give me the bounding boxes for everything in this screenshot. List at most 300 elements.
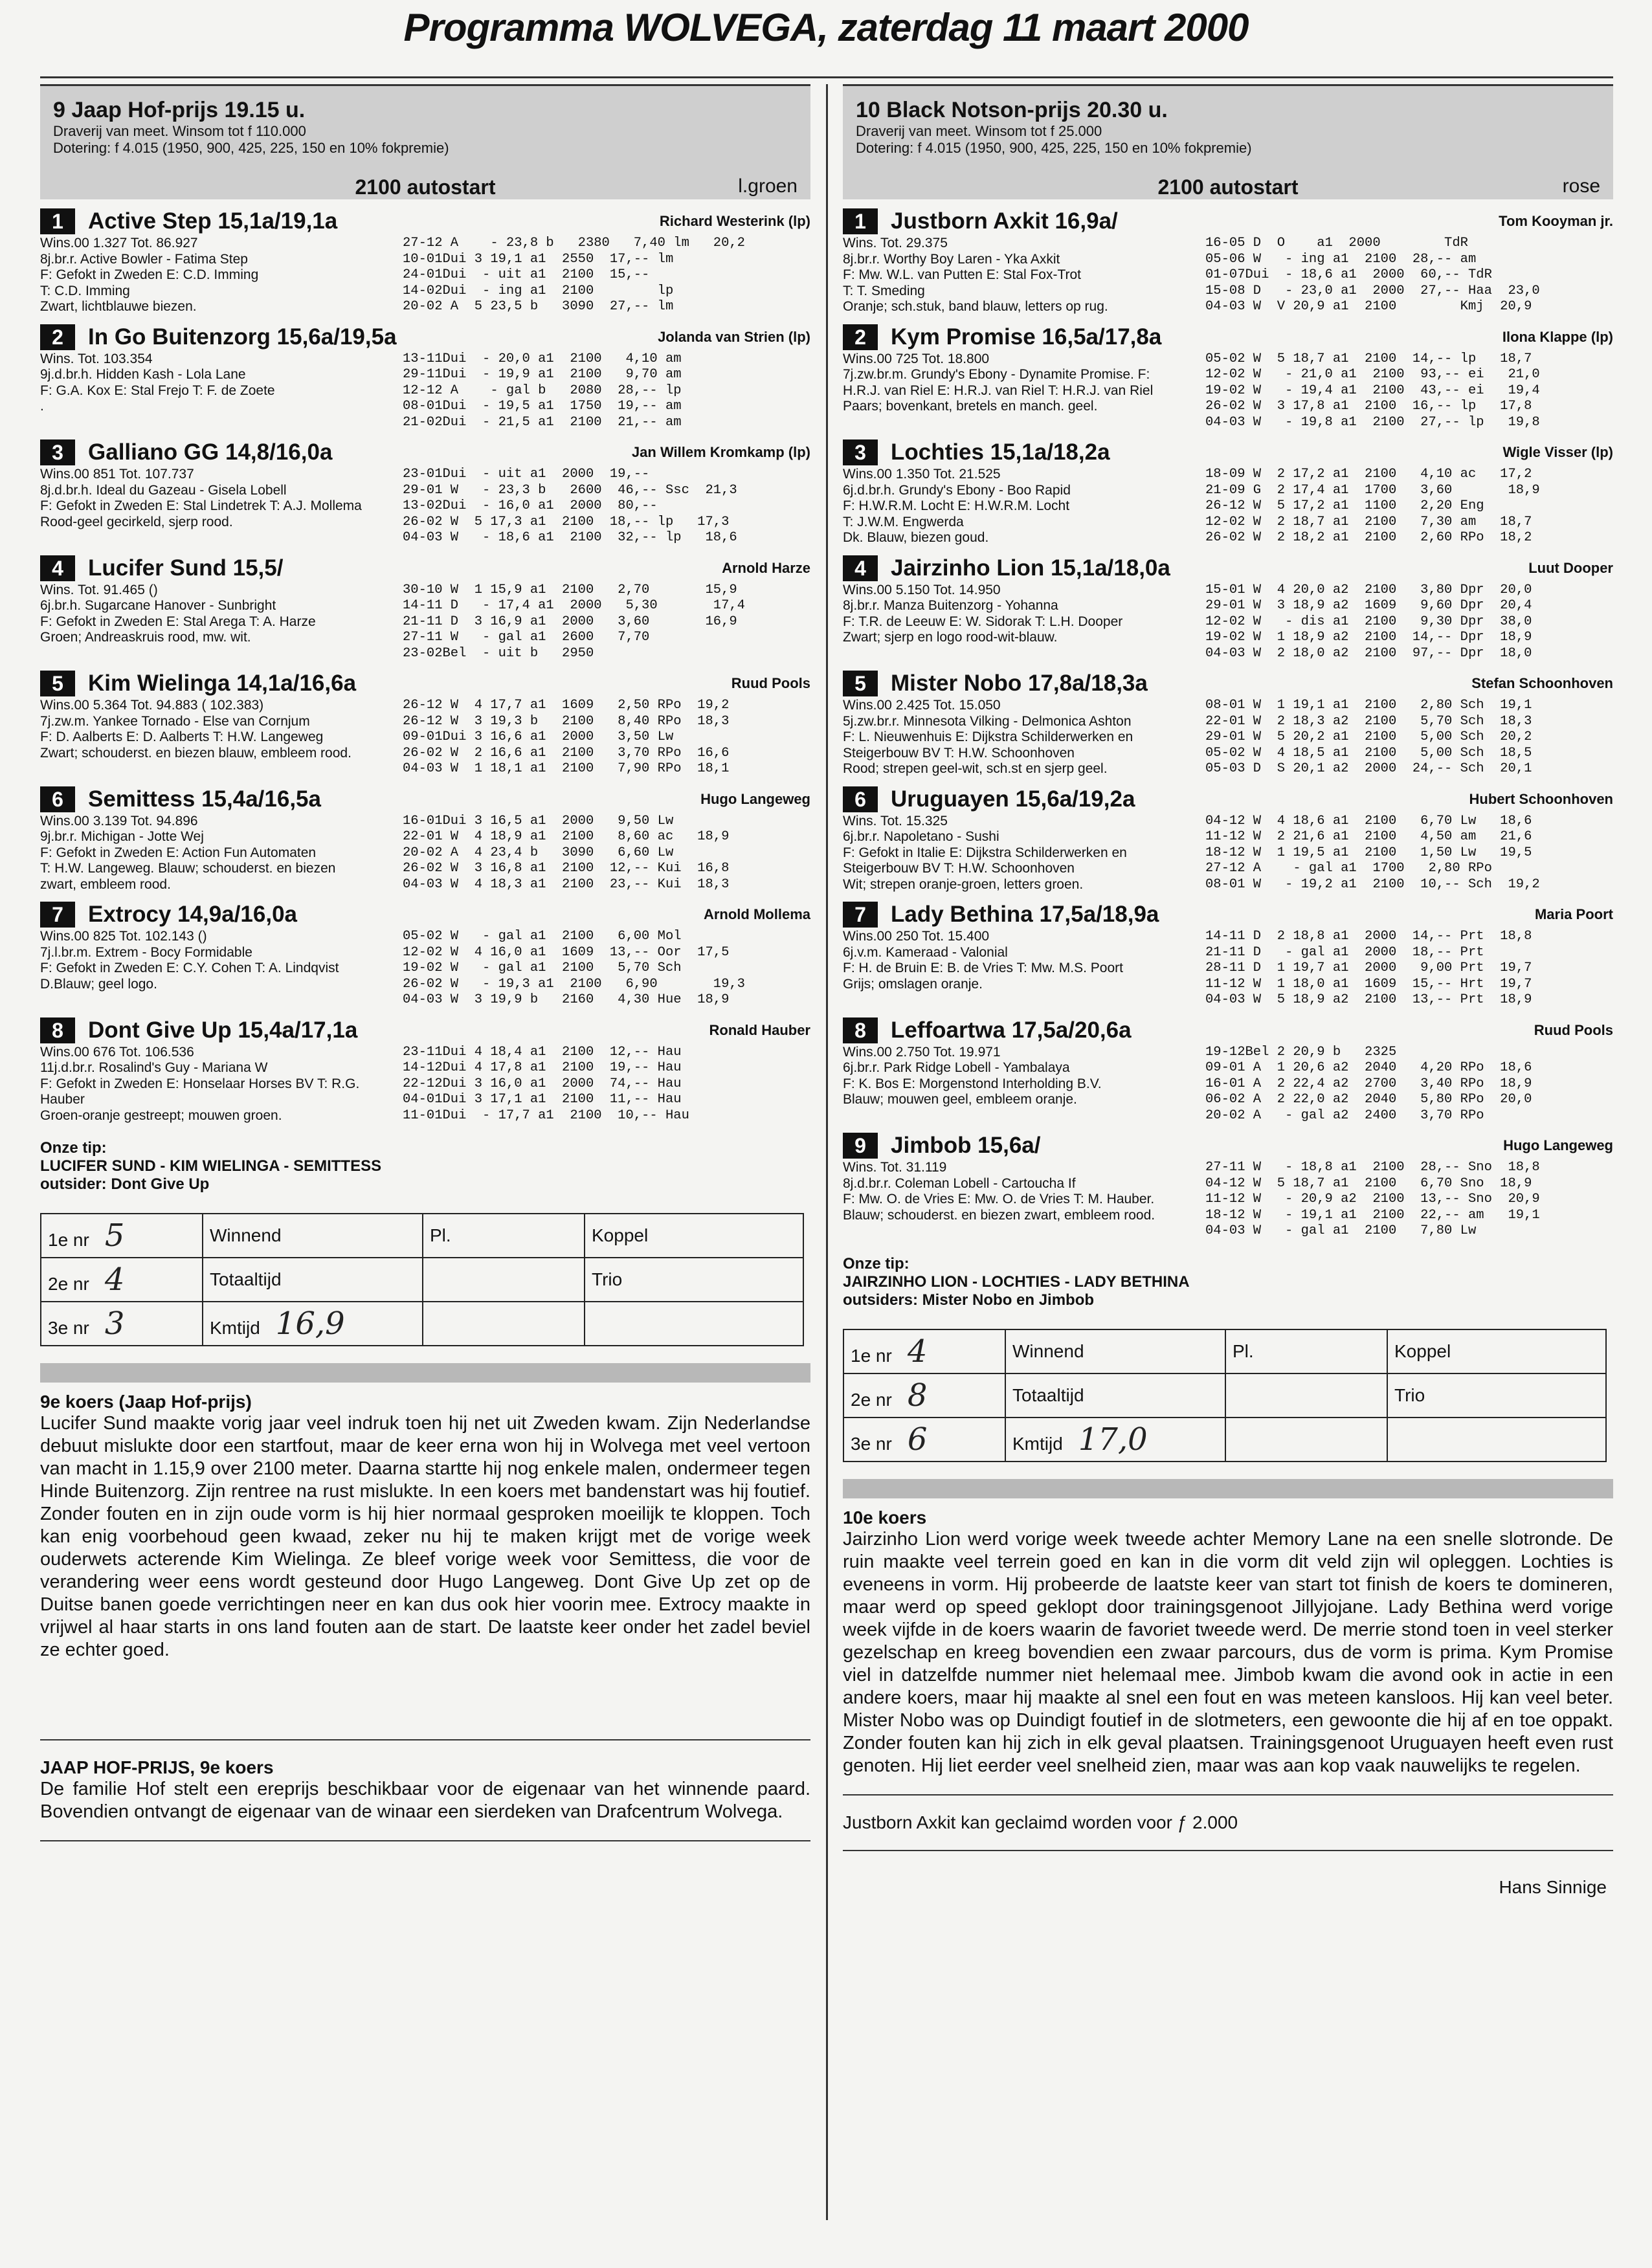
horse-info-line: 8j.d.br.h. Ideal du Gazeau - Gisela Lobell	[40, 482, 287, 498]
horse-starts	[403, 814, 810, 893]
horse-number: 1	[40, 208, 75, 234]
start-line: 11-01Dui - 17,7 a1 2100 10,-- Hau	[403, 1107, 689, 1123]
start-line: 14-11 D 2 18,8 a1 2000 14,-- Prt 18,8	[1205, 929, 1532, 944]
start-line: 26-02 W - 19,3 a1 2100 6,90 19,3	[403, 976, 745, 992]
horse-info	[40, 351, 403, 431]
start-line: 27-12 A - gal a1 1700 2,80 RPo	[1205, 861, 1492, 876]
horse-driver: Arnold Mollema	[703, 906, 810, 922]
horse-name: Justborn Axkit 16,9a/	[891, 208, 1118, 234]
horse-driver: Jan Willem Kromkamp (lp)	[631, 444, 810, 460]
horse-driver: Richard Westerink (lp)	[659, 213, 810, 229]
horse-starts	[403, 929, 810, 1008]
horse-info-line: .	[40, 399, 44, 414]
race-purse: Dotering: f 4.015 (1950, 900, 425, 225, 150 en 10% fokpremie)	[856, 140, 1252, 156]
horse-starts	[1205, 814, 1613, 893]
result-row-3: 3e nr 3	[41, 1302, 203, 1346]
horse-number: 7	[40, 902, 75, 928]
horse-name: Lady Bethina 17,5a/18,9a	[891, 902, 1159, 927]
horse-info-line: F: Gefokt in Zweden E: C.D. Imming	[40, 267, 259, 282]
horse-starts	[1205, 583, 1613, 662]
horse-entry	[843, 1016, 1613, 1124]
start-line: 29-01 W 5 20,2 a1 2100 5,00 Sch 20,2	[1205, 729, 1532, 744]
handwritten-kmtijd: 16,9	[275, 1306, 345, 1342]
horse-info-line: Rood; strepen geel-wit, sch.st en sjerp geel.	[843, 761, 1108, 776]
horse-driver: Maria Poort	[1534, 906, 1613, 922]
horse-starts	[1205, 929, 1613, 1008]
start-line: 19-12Bel 2 20,9 b 2325	[1205, 1044, 1397, 1060]
pl-cell	[423, 1302, 585, 1346]
horse-entry	[40, 207, 810, 315]
horse-starts	[403, 351, 810, 431]
horse-info-line: 8j.br.r. Active Bowler - Fatima Step	[40, 251, 248, 267]
horse-entry	[843, 785, 1613, 893]
horse-header	[40, 669, 810, 698]
horse-starts	[1205, 1160, 1613, 1240]
start-line: 04-12 W 5 18,7 a1 2100 6,70 Sno 18,9	[1205, 1175, 1532, 1191]
result-row-3: 3e nr 6	[843, 1418, 1005, 1462]
article-title: 10e koers	[843, 1507, 927, 1528]
trio-cell	[1387, 1418, 1606, 1462]
start-line: 19-02 W - gal a1 2100 5,70 Sch	[403, 961, 682, 975]
top-rule	[40, 76, 1613, 78]
horse-info-line: Wins.00 5.150 Tot. 14.950	[843, 582, 1001, 597]
start-line: 11-12 W - 20,9 a2 2100 13,-- Sno 20,9	[1205, 1192, 1540, 1206]
horse-info-line: 8j.br.r. Worthy Boy Laren - Yka Axkit	[843, 251, 1060, 267]
start-line: 29-01 W 3 18,9 a2 1609 9,60 Dpr 20,4	[1205, 598, 1532, 613]
start-line: 18-12 W 1 19,5 a1 2100 1,50 Lw 19,5	[1205, 845, 1532, 860]
pl-label: Pl.	[1225, 1329, 1387, 1373]
horse-info	[40, 467, 403, 546]
handwritten-kmtijd: 17,0	[1078, 1421, 1148, 1458]
pl-cell	[1225, 1418, 1387, 1462]
start-line: 11-12 W 1 18,0 a1 1609 15,-- Hrt 19,7	[1205, 976, 1532, 992]
pl-cell	[423, 1258, 585, 1302]
start-line: 26-12 W 4 17,7 a1 1609 2,50 RPo 19,2	[403, 698, 730, 713]
start-line: 14-12Dui 4 17,8 a1 2100 19,-- Hau	[403, 1060, 682, 1075]
start-line: 05-02 W - gal a1 2100 6,00 Mol	[403, 929, 682, 944]
horse-driver: Ilona Klappe (lp)	[1502, 328, 1613, 345]
horse-info-line: 9j.br.r. Michigan - Jotte Wej	[40, 829, 204, 844]
start-line: 22-12Dui 3 16,0 a1 2000 74,-- Hau	[403, 1076, 682, 1091]
start-line: 04-12 W 4 18,6 a1 2100 6,70 Lw 18,6	[1205, 813, 1532, 828]
race-conditions: Draverij van meet. Winsom tot f 110.000	[53, 123, 306, 139]
horse-info	[40, 583, 403, 662]
tip-horses: LUCIFER SUND - KIM WIELINGA - SEMITTESS	[40, 1157, 382, 1175]
horse-number: 9	[843, 1133, 878, 1159]
horse-info-line: H.R.J. van Riel E: H.R.J. van Riel T: H.R.J. van Riel	[843, 383, 1154, 398]
race-title: 9 Jaap Hof-prijs 19.15 u.	[53, 98, 306, 122]
start-line: 05-03 D S 20,1 a2 2000 24,-- Sch 20,1	[1205, 761, 1532, 776]
start-line: 18-12 W - 19,1 a1 2100 22,-- am 19,1	[1205, 1207, 1540, 1223]
winnend-label: Winnend	[203, 1214, 423, 1258]
horse-header	[40, 323, 810, 351]
start-line: 15-08 D - 23,0 a1 2000 27,-- Haa 23,0	[1205, 283, 1540, 298]
horse-info-line: D.Blauw; geel logo.	[40, 976, 157, 992]
result-table	[40, 1213, 804, 1346]
horse-info-line: 7j.zw.br.m. Grundy's Ebony - Dynamite Promise. F:	[843, 367, 1150, 382]
horse-info	[843, 929, 1205, 1008]
totaaltijd-label: Totaaltijd	[1005, 1373, 1225, 1418]
claim-note: Justborn Axkit kan geclaimd worden voor ƒ 2.000	[843, 1812, 1238, 1832]
horse-info-line: F: Mw. W.L. van Putten E: Stal Fox-Trot	[843, 267, 1082, 282]
column-divider	[826, 84, 828, 2220]
horse-info-line: T: C.D. Imming	[40, 283, 130, 298]
start-line: 14-11 D - 17,4 a1 2000 5,30 17,4	[403, 598, 745, 613]
start-line: 04-03 W V 20,9 a1 2100 Kmj 20,9	[1205, 299, 1532, 314]
horse-info-line: Oranje; sch.stuk, band blauw, letters op rug.	[843, 299, 1108, 314]
horse-entry	[40, 554, 810, 662]
horse-info-line: Wins.00 3.139 Tot. 94.896	[40, 813, 198, 828]
separator-bar	[40, 1363, 810, 1383]
horse-info-line: 7j.l.br.m. Extrem - Bocy Formidable	[40, 944, 252, 960]
start-line: 08-01 W - 19,2 a1 2100 10,-- Sch 19,2	[1205, 876, 1540, 892]
trio-label: Trio	[1387, 1373, 1606, 1418]
horse-info-line: Wins.00 825 Tot. 102.143 ()	[40, 929, 207, 944]
article2-title: JAAP HOF-PRIJS, 9e koers	[40, 1757, 274, 1777]
horse-info-line: 9j.d.br.h. Hidden Kash - Lola Lane	[40, 367, 246, 382]
horse-info-line: F: Gefokt in Zweden E: C.Y. Cohen T: A. Lindqvist	[40, 961, 339, 975]
result-row-2: 2e nr 4	[41, 1258, 203, 1302]
start-line: 20-02 A 5 23,5 b 3090 27,-- lm	[403, 299, 674, 314]
rule	[843, 1850, 1613, 1851]
horse-info-line: T: J.W.M. Engwerda	[843, 514, 964, 529]
horse-header	[843, 669, 1613, 698]
horse-info	[843, 467, 1205, 546]
horse-info-line: F: Gefokt in Italie E: Dijkstra Schilderwerken en	[843, 845, 1127, 860]
horse-info-line: Grijs; omslagen oranje.	[843, 976, 983, 992]
result-row-1: 1e nr 5	[41, 1214, 203, 1258]
horse-entry	[40, 1016, 810, 1124]
horse-driver: Arnold Harze	[722, 559, 810, 576]
horse-number: 7	[843, 902, 878, 928]
horse-info-line: Wins.00 2.750 Tot. 19.971	[843, 1044, 1001, 1060]
horse-info-line: Wins.00 725 Tot. 18.800	[843, 351, 990, 366]
horse-info-line: 6j.br.r. Park Ridge Lobell - Yambalaya	[843, 1060, 1070, 1075]
horse-driver: Tom Kooyman jr.	[1499, 213, 1613, 229]
horse-info-line: Hauber	[40, 1092, 85, 1107]
horse-entry	[843, 438, 1613, 546]
horse-driver: Ronald Hauber	[709, 1021, 810, 1038]
start-line: 20-02 A 4 23,4 b 3090 6,60 Lw	[403, 845, 674, 860]
horse-info-line: zwart, embleem rood.	[40, 876, 171, 892]
tip-block	[843, 1255, 1613, 1309]
handwritten-value: 5	[104, 1217, 125, 1254]
trio-label: Trio	[585, 1258, 803, 1302]
start-line: 13-11Dui - 20,0 a1 2100 4,10 am	[403, 351, 682, 366]
horse-info	[843, 1160, 1205, 1240]
start-line: 16-01 A 2 22,4 a2 2700 3,40 RPo 18,9	[1205, 1076, 1532, 1091]
start-line: 04-03 W 4 18,3 a1 2100 23,-- Kui 18,3	[403, 876, 730, 892]
result-row-1: 1e nr 4	[843, 1329, 1005, 1373]
horse-name: Semittess 15,4a/16,5a	[88, 786, 321, 812]
horse-info-line: Wins.00 2.425 Tot. 15.050	[843, 698, 1001, 713]
horse-number: 4	[843, 555, 878, 581]
start-line: 04-03 W 3 19,9 b 2160 4,30 Hue 18,9	[403, 992, 730, 1007]
horse-info-line: F: Gefokt in Zweden E: Stal Arega T: A. Harze	[40, 614, 316, 629]
koppel-label: Koppel	[585, 1214, 803, 1258]
horse-info-line: F: T.R. de Leeuw E: W. Sidorak T: L.H. Dooper	[843, 614, 1123, 629]
horse-name: Lucifer Sund 15,5/	[88, 555, 284, 581]
horse-info-line: Wins. Tot. 31.119	[843, 1160, 947, 1175]
horse-driver: Wigle Visser (lp)	[1502, 444, 1613, 460]
horse-info-line: 6j.br.r. Napoletano - Sushi	[843, 829, 999, 844]
start-line: 27-12 A - 23,8 b 2380 7,40 lm 20,2	[403, 236, 745, 250]
tip-label: Onze tip:	[843, 1254, 910, 1273]
start-line: 04-03 W - gal a1 2100 7,80 Lw	[1205, 1223, 1477, 1238]
start-line: 05-06 W - ing a1 2100 28,-- am	[1205, 251, 1477, 267]
horse-header	[843, 900, 1613, 929]
horse-info-line: Wins. Tot. 103.354	[40, 351, 153, 366]
start-line: 26-12 W 3 19,3 b 2100 8,40 RPo 18,3	[403, 713, 730, 729]
horse-starts	[1205, 467, 1613, 546]
horse-starts	[403, 236, 810, 315]
horse-number: 6	[843, 786, 878, 812]
horse-starts	[403, 698, 810, 777]
horse-info	[843, 236, 1205, 315]
horse-info-line: Wins.00 5.364 Tot. 94.883 ( 102.383)	[40, 698, 264, 713]
horse-entry	[843, 1131, 1613, 1240]
horse-info-line: 6j.d.br.h. Grundy's Ebony - Boo Rapid	[843, 482, 1071, 498]
horse-info-line: Wins.00 851 Tot. 107.737	[40, 467, 194, 482]
start-line: 04-03 W - 19,8 a1 2100 27,-- lp 19,8	[1205, 414, 1540, 430]
horse-info	[40, 698, 403, 777]
start-line: 29-01 W - 23,3 b 2600 46,-- Ssc 21,3	[403, 482, 737, 498]
start-line: 01-07Dui - 18,6 a1 2000 60,-- TdR	[1205, 267, 1492, 282]
tip-horses: JAIRZINHO LION - LOCHTIES - LADY BETHINA	[843, 1273, 1190, 1291]
start-line: 12-02 W 4 16,0 a1 1609 13,-- Oor 17,5	[403, 944, 730, 960]
horse-driver: Hugo Langeweg	[700, 790, 810, 807]
rule	[40, 1739, 810, 1740]
start-line: 04-03 W 5 18,9 a2 2100 13,-- Prt 18,9	[1205, 992, 1532, 1007]
horse-info-line: 7j.zw.m. Yankee Tornado - Else van Cornjum	[40, 713, 310, 729]
start-line: 09-01 A 1 20,6 a2 2040 4,20 RPo 18,6	[1205, 1060, 1532, 1075]
horse-info-line: Blauw; schouderst. en biezen zwart, embleem rood.	[843, 1207, 1155, 1223]
horse-info-line: 8j.d.br.r. Coleman Lobell - Cartoucha If	[843, 1175, 1076, 1191]
horse-number: 4	[40, 555, 75, 581]
horse-info-line: Groen-oranje gestreept; mouwen groen.	[40, 1107, 282, 1123]
horse-header	[843, 1131, 1613, 1160]
horse-info-line: F: Gefokt in Zweden E: Honselaar Horses BV T: R.G.	[40, 1076, 360, 1091]
horse-name: Jimbob 15,6a/	[891, 1133, 1041, 1158]
race-title: 10 Black Notson-prijs 20.30 u.	[856, 98, 1168, 122]
horse-number: 5	[843, 671, 878, 696]
article-title: 9e koers (Jaap Hof-prijs)	[40, 1392, 252, 1412]
horse-entry	[843, 669, 1613, 777]
horse-number: 6	[40, 786, 75, 812]
author-signature: Hans Sinnige	[1499, 1876, 1607, 1897]
horse-name: Jairzinho Lion 15,1a/18,0a	[891, 555, 1170, 581]
kmtijd-cell: Kmtijd 16,9	[203, 1302, 423, 1346]
start-line: 19-02 W 1 18,9 a2 2100 14,-- Dpr 18,9	[1205, 630, 1532, 645]
horse-name: Lochties 15,1a/18,2a	[891, 439, 1110, 465]
race-conditions: Draverij van meet. Winsom tot f 25.000	[856, 123, 1102, 139]
rule	[843, 1794, 1613, 1796]
start-line: 12-12 A - gal b 2080 28,-- lp	[403, 383, 682, 398]
race-9-header	[40, 84, 810, 199]
race-color: rose	[1562, 175, 1600, 197]
race-10-column	[843, 84, 1613, 1898]
start-line: 15-01 W 4 20,0 a2 2100 3,80 Dpr 20,0	[1205, 582, 1532, 597]
horse-info-line: Steigerbouw BV T: H.W. Schoonhoven	[843, 861, 1075, 876]
totaaltijd-label: Totaaltijd	[203, 1258, 423, 1302]
race-9-column	[40, 84, 810, 1858]
start-line: 08-01Dui - 19,5 a1 1750 19,-- am	[403, 399, 682, 414]
horse-info	[40, 814, 403, 893]
start-line: 26-12 W 5 17,2 a1 1100 2,20 Eng	[1205, 498, 1484, 513]
start-line: 23-01Dui - uit a1 2000 19,--	[403, 467, 650, 482]
horse-entry	[40, 438, 810, 546]
horse-name: Leffoartwa 17,5a/20,6a	[891, 1017, 1132, 1043]
start-line: 21-11 D - gal a1 2000 18,-- Prt	[1205, 944, 1484, 960]
start-line: 10-01Dui 3 19,1 a1 2550 17,-- lm	[403, 251, 674, 267]
horse-info-line: F: D. Aalberts E: D. Aalberts T: H.W. Langeweg	[40, 729, 324, 744]
horse-entry	[843, 554, 1613, 662]
horse-info-line: Wit; strepen oranje-groen, letters groen.	[843, 876, 1084, 892]
horse-starts	[1205, 236, 1613, 315]
race-color: l.groen	[738, 175, 798, 197]
horse-starts	[1205, 698, 1613, 777]
horse-info	[40, 236, 403, 315]
horse-number: 8	[40, 1017, 75, 1043]
start-line: 26-02 W 2 18,2 a1 2100 2,60 RPo 18,2	[1205, 530, 1532, 545]
start-line: 22-01 W 2 18,3 a2 2100 5,70 Sch 18,3	[1205, 713, 1532, 729]
start-line: 12-02 W - 21,0 a1 2100 93,-- ei 21,0	[1205, 367, 1540, 382]
start-line: 05-02 W 5 18,7 a1 2100 14,-- lp 18,7	[1205, 351, 1532, 366]
start-line: 04-03 W - 18,6 a1 2100 32,-- lp 18,6	[403, 530, 737, 545]
horse-info-line: Wins.00 250 Tot. 15.400	[843, 929, 990, 944]
horse-info-line: Wins. Tot. 91.465 ()	[40, 582, 158, 597]
start-line: 09-01Dui 3 16,6 a1 2000 3,50 Lw	[403, 729, 674, 744]
handwritten-value: 4	[104, 1262, 125, 1298]
horse-number: 8	[843, 1017, 878, 1043]
horse-driver: Hugo Langeweg	[1503, 1137, 1613, 1153]
start-line: 26-02 W 3 17,8 a1 2100 16,-- lp 17,8	[1205, 399, 1532, 414]
result-table	[843, 1329, 1607, 1462]
tip-label: Onze tip:	[40, 1139, 107, 1157]
horse-info-line: Wins. Tot. 15.325	[843, 813, 948, 828]
horse-number: 1	[843, 208, 878, 234]
start-line: 24-01Dui - uit a1 2100 15,--	[403, 267, 650, 282]
horse-info-line: F: G.A. Kox E: Stal Frejo T: F. de Zoete	[40, 383, 275, 398]
horse-info-line: 6j.br.h. Sugarcane Hanover - Sunbright	[40, 598, 276, 613]
handwritten-value: 3	[104, 1306, 125, 1342]
horse-driver: Stefan Schoonhoven	[1471, 675, 1613, 691]
page-title: Programma WOLVEGA, zaterdag 11 maart 2000	[403, 6, 1249, 49]
horse-name: Kym Promise 16,5a/17,8a	[891, 324, 1162, 350]
tip-outsider: outsider: Dont Give Up	[40, 1175, 210, 1193]
horse-entry	[40, 323, 810, 431]
horse-entry	[40, 669, 810, 777]
start-line: 23-02Bel - uit b 2950	[403, 645, 594, 661]
start-line: 16-05 D O a1 2000 TdR	[1205, 236, 1468, 250]
horse-starts	[1205, 1045, 1613, 1124]
horse-name: Active Step 15,1a/19,1a	[88, 208, 338, 234]
race-distance: 2100 autostart	[355, 175, 496, 199]
horse-info-line: Zwart; sjerp en logo rood-wit-blauw.	[843, 630, 1058, 645]
article2-text: De familie Hof stelt een ereprijs beschikbaar voor de eigenaar van het winnende paard. Bovendien ontvangt de eigenaar van de winaar een sierdeken van Drafcentrum Wolvega.	[40, 1779, 810, 1822]
article-text: Jairzinho Lion werd vorige week tweede achter Memory Lane na een snelle slotronde. De ruin maakte veel terrein goed en kan in die vorm dit veld zijn wil opleggen. Lochties is eveneens in vorm. Hij probeerde de laatste keer van start tot finish de koers te domineren, maar werd op speed geklopt door trainingsgenoot Jillyjojane. Lady Bethina werd vorige week vijfde in de koers waarin de favoriet tweede werd. De merrie stond toen in veel sterker gezelschap en kreeg bovendien een zwaar parcours, dus de vorm is prima. Kym Promise viel in datzelfde nummer niet helemaal mee. Jimbob kwam die avond ook in actie in een andere koers, maar hij maakte al snel een fout en was meteen kansloos. Hij kan veel beter. Mister Nobo was op Duindigt foutief in de slotmeters, een gewoonte die hij af en toe oppakt. Zonder fouten kan hij zich in elk geval plaatsen. Trainingsgenoot Uruguayen heeft even rust genoten. Hij liet eerder veel snelheid zien, maar was aan kop vaak nauwelijks te regelen.	[843, 1528, 1613, 1776]
horse-info-line: Blauw; mouwen geel, embleem oranje.	[843, 1092, 1077, 1107]
horse-info-line: Steigerbouw BV T: H.W. Schoonhoven	[843, 745, 1075, 761]
horse-driver: Ruud Pools	[1534, 1021, 1613, 1038]
horse-info-line: F: Gefokt in Zweden E: Stal Lindetrek T: A.J. Mollema	[40, 498, 362, 513]
horse-info-line: T: T. Smeding	[843, 283, 925, 298]
separator-bar	[843, 1479, 1613, 1498]
start-line: 19-02 W - 19,4 a1 2100 43,-- ei 19,4	[1205, 383, 1540, 398]
horse-starts	[1205, 351, 1613, 431]
horse-header	[40, 554, 810, 583]
horse-info-line: F: H. de Bruin E: B. de Vries T: Mw. M.S. Poort	[843, 961, 1123, 975]
start-line: 06-02 A 2 22,0 a2 2040 5,80 RPo 20,0	[1205, 1092, 1532, 1107]
horse-driver: Hubert Schoonhoven	[1469, 790, 1613, 807]
horse-info	[40, 1045, 403, 1124]
horse-driver: Jolanda van Strien (lp)	[658, 328, 810, 345]
start-line: 14-02Dui - ing a1 2100 lp	[403, 283, 674, 298]
start-line: 28-11 D 1 19,7 a1 2000 9,00 Prt 19,7	[1205, 961, 1532, 975]
pl-label: Pl.	[423, 1214, 585, 1258]
horse-info-line: Zwart, lichtblauwe biezen.	[40, 299, 197, 314]
horse-info	[843, 351, 1205, 431]
start-line: 27-11 W - gal a1 2600 7,70	[403, 630, 650, 645]
horse-info-line: F: L. Nieuwenhuis E: Dijkstra Schilderwerken en	[843, 729, 1133, 744]
start-line: 26-02 W 2 16,6 a1 2100 3,70 RPo 16,6	[403, 745, 730, 761]
start-line: 23-11Dui 4 18,4 a1 2100 12,-- Hau	[403, 1044, 682, 1060]
horse-name: Uruguayen 15,6a/19,2a	[891, 786, 1135, 812]
handwritten-value: 4	[907, 1333, 928, 1370]
start-line: 05-02 W 4 18,5 a1 2100 5,00 Sch 18,5	[1205, 745, 1532, 761]
horse-info-line: F: H.W.R.M. Locht E: H.W.R.M. Locht	[843, 498, 1070, 513]
horse-starts	[403, 1045, 810, 1124]
horse-header	[40, 785, 810, 814]
horse-entry	[843, 900, 1613, 1008]
horse-info-line: Zwart; schouderst. en biezen blauw, embleem rood.	[40, 745, 352, 761]
start-line: 11-12 W 2 21,6 a1 2100 4,50 am 21,6	[1205, 829, 1532, 844]
horse-name: Mister Nobo 17,8a/18,3a	[891, 671, 1148, 696]
result-row-2: 2e nr 8	[843, 1373, 1005, 1418]
horse-info	[843, 698, 1205, 777]
horse-info-line: T: H.W. Langeweg. Blauw; schouderst. en biezen	[40, 861, 336, 876]
start-line: 30-10 W 1 15,9 a1 2100 2,70 15,9	[403, 582, 737, 597]
start-line: 21-02Dui - 21,5 a1 2100 21,-- am	[403, 414, 682, 430]
tip-block	[40, 1139, 810, 1194]
pl-cell	[1225, 1373, 1387, 1418]
horse-info-line: 8j.br.r. Manza Buitenzorg - Yohanna	[843, 598, 1058, 613]
horse-header	[40, 438, 810, 467]
koppel-label: Koppel	[1387, 1329, 1606, 1373]
horse-driver: Ruud Pools	[731, 675, 810, 691]
horse-info-line: Wins.00 676 Tot. 106.536	[40, 1044, 194, 1060]
horse-info-line: Wins.00 1.350 Tot. 21.525	[843, 467, 1001, 482]
tip-outsider: outsiders: Mister Nobo en Jimbob	[843, 1291, 1095, 1309]
start-line: 08-01 W 1 19,1 a1 2100 2,80 Sch 19,1	[1205, 698, 1532, 713]
horse-info	[843, 1045, 1205, 1124]
horse-info-line: 5j.zw.br.r. Minnesota Vilking - Delmonica Ashton	[843, 713, 1132, 729]
horse-entry	[40, 900, 810, 1008]
horse-number: 2	[40, 324, 75, 350]
race-distance: 2100 autostart	[1157, 175, 1299, 199]
horse-header	[40, 900, 810, 929]
start-line: 22-01 W 4 18,9 a1 2100 8,60 ac 18,9	[403, 829, 730, 844]
horse-number: 3	[40, 439, 75, 465]
horse-number: 3	[843, 439, 878, 465]
horse-entry	[40, 785, 810, 893]
horse-info-line: Paars; bovenkant, bretels en manch. geel.	[843, 399, 1098, 414]
horse-list	[40, 207, 810, 1124]
horse-name: In Go Buitenzorg 15,6a/19,5a	[88, 324, 397, 350]
horse-header	[843, 554, 1613, 583]
horse-starts	[403, 583, 810, 662]
start-line: 04-03 W 1 18,1 a1 2100 7,90 RPo 18,1	[403, 761, 730, 776]
